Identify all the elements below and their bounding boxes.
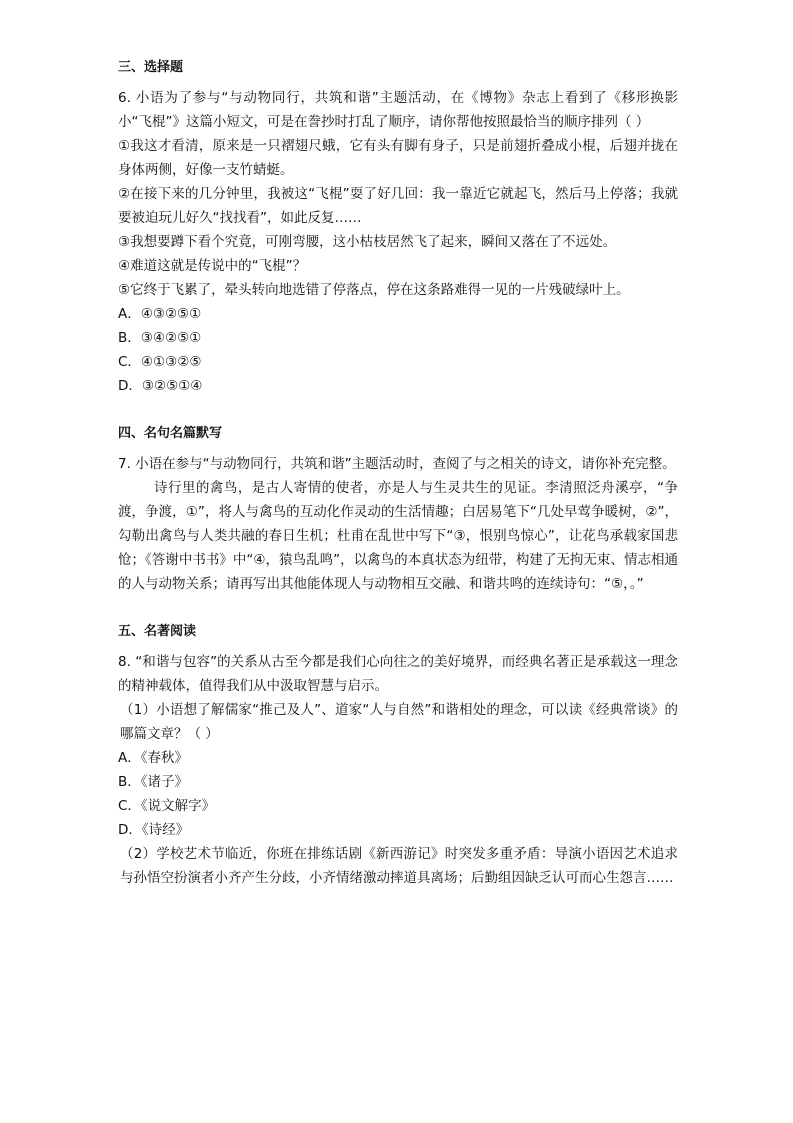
q6-option-b: B．③④②⑤①	[118, 330, 202, 346]
exam-page	[118, 58, 678, 890]
q8-option-d: D．《诗经》	[118, 822, 190, 838]
q6-sentence-4: ④难道这就是传说中的“飞棍”？	[118, 258, 307, 274]
q6-option-a: A．④③②⑤①	[118, 306, 202, 322]
q8-option-c: C．《说文解字》	[118, 798, 216, 814]
q6-sentence-3: ③我想要蹲下看个究竟，可刚弯腰，这小枯枝居然飞了起来，瞬间又落在了不远处。	[118, 234, 617, 250]
q8-sub-question-2: （2）学校艺术节临近，你班在排练话剧《新西游记》时突发多重矛盾：导演小语因艺术追求与孙悟空扮演者小齐产生分歧，小齐情绪激动摔道具离场；后勤组因缺乏认可而心生怨言……	[120, 846, 678, 886]
q6-option-d: D．③②⑤①④	[118, 378, 203, 394]
question-7-stem: 7. 小语在参与“与动物同行，共筑和谐”主题活动时，查阅了与之相关的诗文，请你补充完整。	[118, 456, 676, 472]
q6-sentence-1: ①我这才看清，原来是一只褶翅尺蛾，它有头有脚有身子，只是前翅折叠成小棍，后翅并拢在身体两侧，好像一支竹蜻蜓。	[118, 138, 678, 178]
q6-sentence-5: ⑤它终于飞累了，晕头转向地选错了停落点，停在这条路难得一见的一片残破绿叶上。	[118, 282, 630, 298]
question-6-stem: 6. 小语为了参与“与动物同行，共筑和谐”主题活动，在《博物》杂志上看到了《移形换影小“飞棍”》这篇小短文，可是在誊抄时打乱了顺序，请你帮他按照最恰当的顺序排列（ ）	[118, 90, 678, 130]
question-8-stem: 8. “和谐与包容”的关系从古至今都是我们心向往之的美好境界，而经典名著正是承载这一理念的精神载体，值得我们从中汲取智慧与启示。	[118, 654, 678, 694]
q6-sentence-2: ②在接下来的几分钟里，我被这“飞棍”耍了好几回：我一靠近它就起飞，然后马上停落；我就要被迫玩儿好久“找找看”，如此反复……	[118, 186, 678, 226]
q8-sub-question-1: （1）小语想了解儒家“推己及人”、道家“人与自然”和谐相处的理念，可以读《经典常谈》的哪篇文章？（ ）	[120, 702, 678, 742]
q6-option-c: C．④①③②⑤	[118, 354, 202, 370]
question-7-body: 诗行里的禽鸟，是古人寄情的使者，亦是人与生灵共生的见证。李清照泛舟溪亭，“争渡，争渡，①”，将人与禽鸟的互动化作灵动的生活情趣；白居易笔下“几处早莺争暖树，②”，勾勒出禽鸟与人类共融的春日生机；杜甫在乱世中写下“③，恨别鸟惊心”，让花鸟承载家国悲怆；《答谢中书书》中“④，猿鸟乱鸣”，以禽鸟的本真状态为纽带，构建了无拘无束、情志相通的人与动物关系；请再写出其他能体现人与动物相互交融、和谐共鸣的连续诗句：“⑤，。”	[118, 480, 678, 592]
section-3-heading: 三、选择题	[118, 60, 184, 75]
q8-option-a: A．《春秋》	[118, 750, 188, 766]
q8-option-b: B．《诸子》	[118, 774, 189, 790]
section-4-heading: 四、名句名篇默写	[118, 426, 223, 441]
section-5-heading: 五、名著阅读	[118, 624, 197, 639]
